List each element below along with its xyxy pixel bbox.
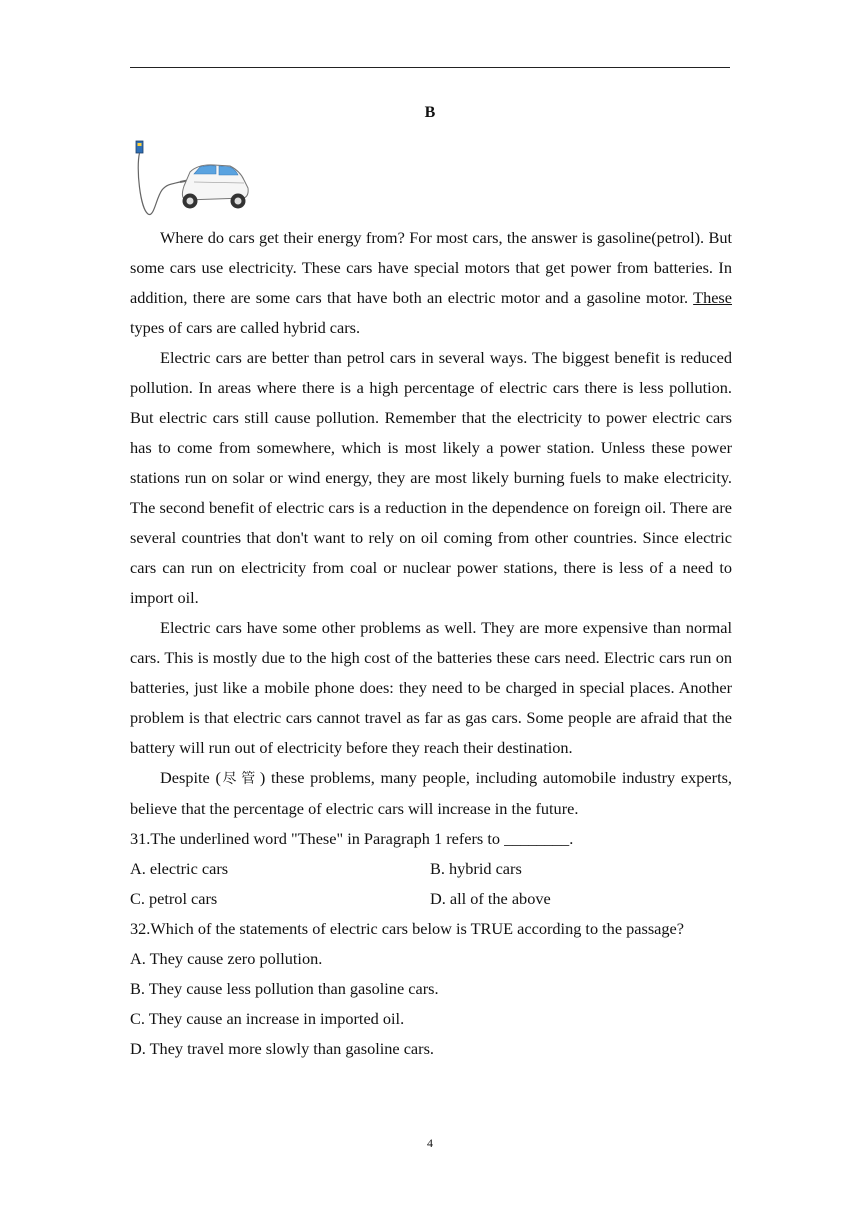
option-d: D. They travel more slowly than gasoline cars. <box>130 1039 434 1058</box>
paragraph-1: Where do cars get their energy from? For most cars, the answer is gasoline(petrol). But some cars use electricity. These cars have special motors that get power from batteries. In addition, there are some cars that have both an electric motor and a gasoline motor. These types of cars are called hybrid cars. <box>130 228 732 337</box>
question-stem: 32.Which of the statements of electric cars below is TRUE according to the passage? <box>130 919 684 938</box>
option-c: C. They cause an increase in imported oil. <box>130 1009 405 1028</box>
page-number: 4 <box>427 1136 433 1150</box>
option-c: C. petrol cars <box>130 889 218 908</box>
chinese-gloss: 尽管 <box>220 771 260 787</box>
paragraph-4: Despite (尽管) these problems, many people, including automobile industry experts, believe that the percentage of electric cars will increase in the future. <box>130 768 732 818</box>
electric-car-charging-icon <box>132 138 258 218</box>
question-32 <box>130 914 732 1064</box>
question-31 <box>130 824 732 914</box>
options-row <box>130 884 732 914</box>
option-a: A. electric cars <box>130 859 229 878</box>
option-a: A. They cause zero pollution. <box>130 949 323 968</box>
header-rule <box>130 67 730 68</box>
section-title: B <box>424 104 436 121</box>
question-stem: 31.The underlined word "These" in Paragraph 1 refers to ________. <box>130 829 574 848</box>
paragraph-2: Electric cars are better than petrol cars in several ways. The biggest benefit is reduced pollution. In areas where there is a high percentage of electric cars there is less pollution. But electric cars still cause pollution. Remember that the electricity to power electric cars has to come from somewhere, which is most likely a power station. Unless these power stations run on solar or wind energy, they are most likely burning fuels to make electricity. The second benefit of electric cars is a reduction in the dependence on foreign oil. There are several countries that don't want to rely on oil coming from other countries. Since electric cars can run on electricity from coal or nuclear power stations, there is less of a need to import oil. <box>130 348 732 607</box>
reading-passage <box>130 223 732 1064</box>
option-b: B. hybrid cars <box>430 859 522 878</box>
option-d: D. all of the above <box>430 889 551 908</box>
option-b: B. They cause less pollution than gasoline cars. <box>130 979 439 998</box>
paragraph-3: Electric cars have some other problems as well. They are more expensive than normal cars. This is mostly due to the high cost of the batteries these cars need. Electric cars run on batteries, just like a mobile phone does: they need to be charged in special places. Another problem is that electric cars cannot travel as far as gas cars. Some people are afraid that the battery will run out of electricity before they reach their destination. <box>130 618 732 757</box>
underlined-word: These <box>693 288 732 307</box>
options-row <box>130 854 732 884</box>
